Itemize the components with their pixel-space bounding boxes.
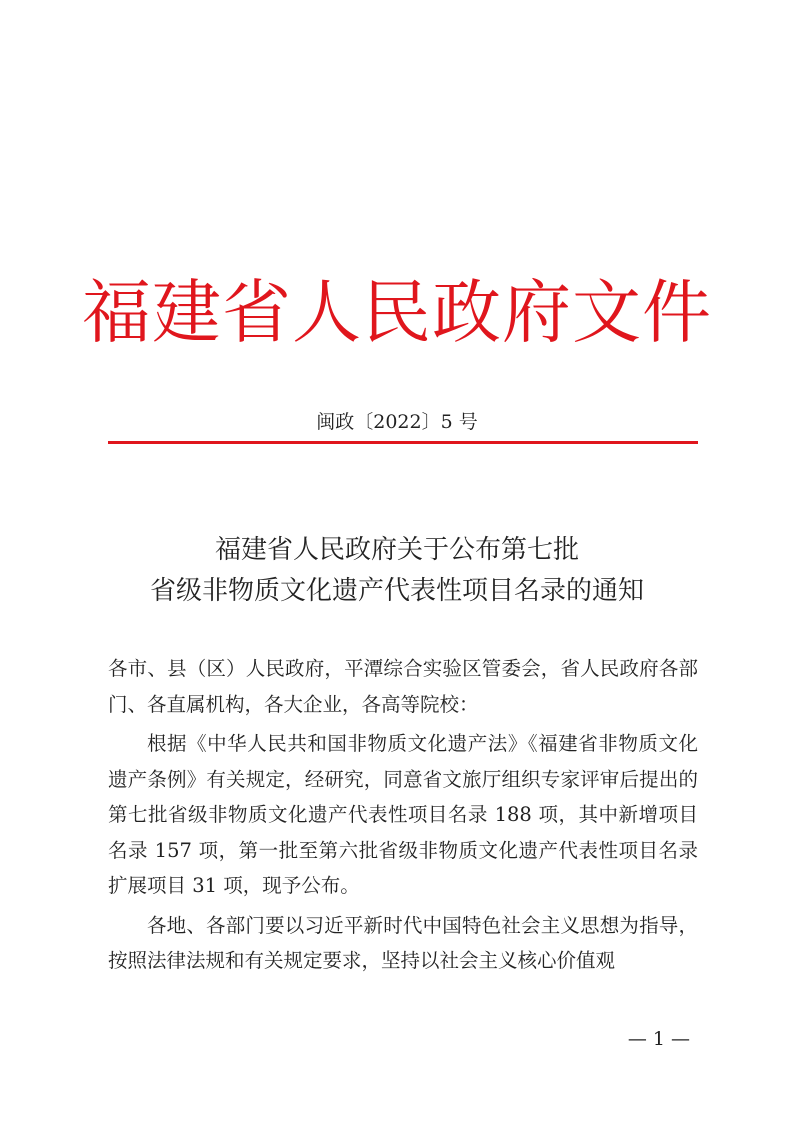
body-paragraph-2: 各地、各部门要以习近平新时代中国特色社会主义思想为指导，按照法律法规和有关规定要求，坚持以社会主义核心价值观 xyxy=(108,913,698,972)
document-body xyxy=(108,651,698,983)
document-masthead: 福建省人民政府文件 xyxy=(82,273,712,353)
red-divider-line xyxy=(108,441,698,444)
salutation: 各市、县（区）人民政府，平潭综合实验区管委会，省人民政府各部门、各直属机构，各大企业，各高等院校： xyxy=(108,657,698,716)
body-paragraph-1: 根据《中华人民共和国非物质文化遗产法》《福建省非物质文化遗产条例》有关规定，经研究，同意省文旅厅组织专家评审后提出的第七批省级非物质文化遗产代表性项目名录 188 项，其中新增项目名录 157 项，第一批至第六批省级非物质文化遗产代表性项目名录扩展项目 31 项，现予公布。 xyxy=(108,732,698,897)
title-line-2: 省级非物质文化遗产代表性项目名录的通知 xyxy=(149,576,644,606)
title-line-1: 福建省人民政府关于公布第七批 xyxy=(214,535,579,565)
page-number: — 1 — xyxy=(627,1028,690,1050)
document-number: 闽政〔2022〕5 号 xyxy=(316,411,478,433)
document-title xyxy=(0,530,794,612)
